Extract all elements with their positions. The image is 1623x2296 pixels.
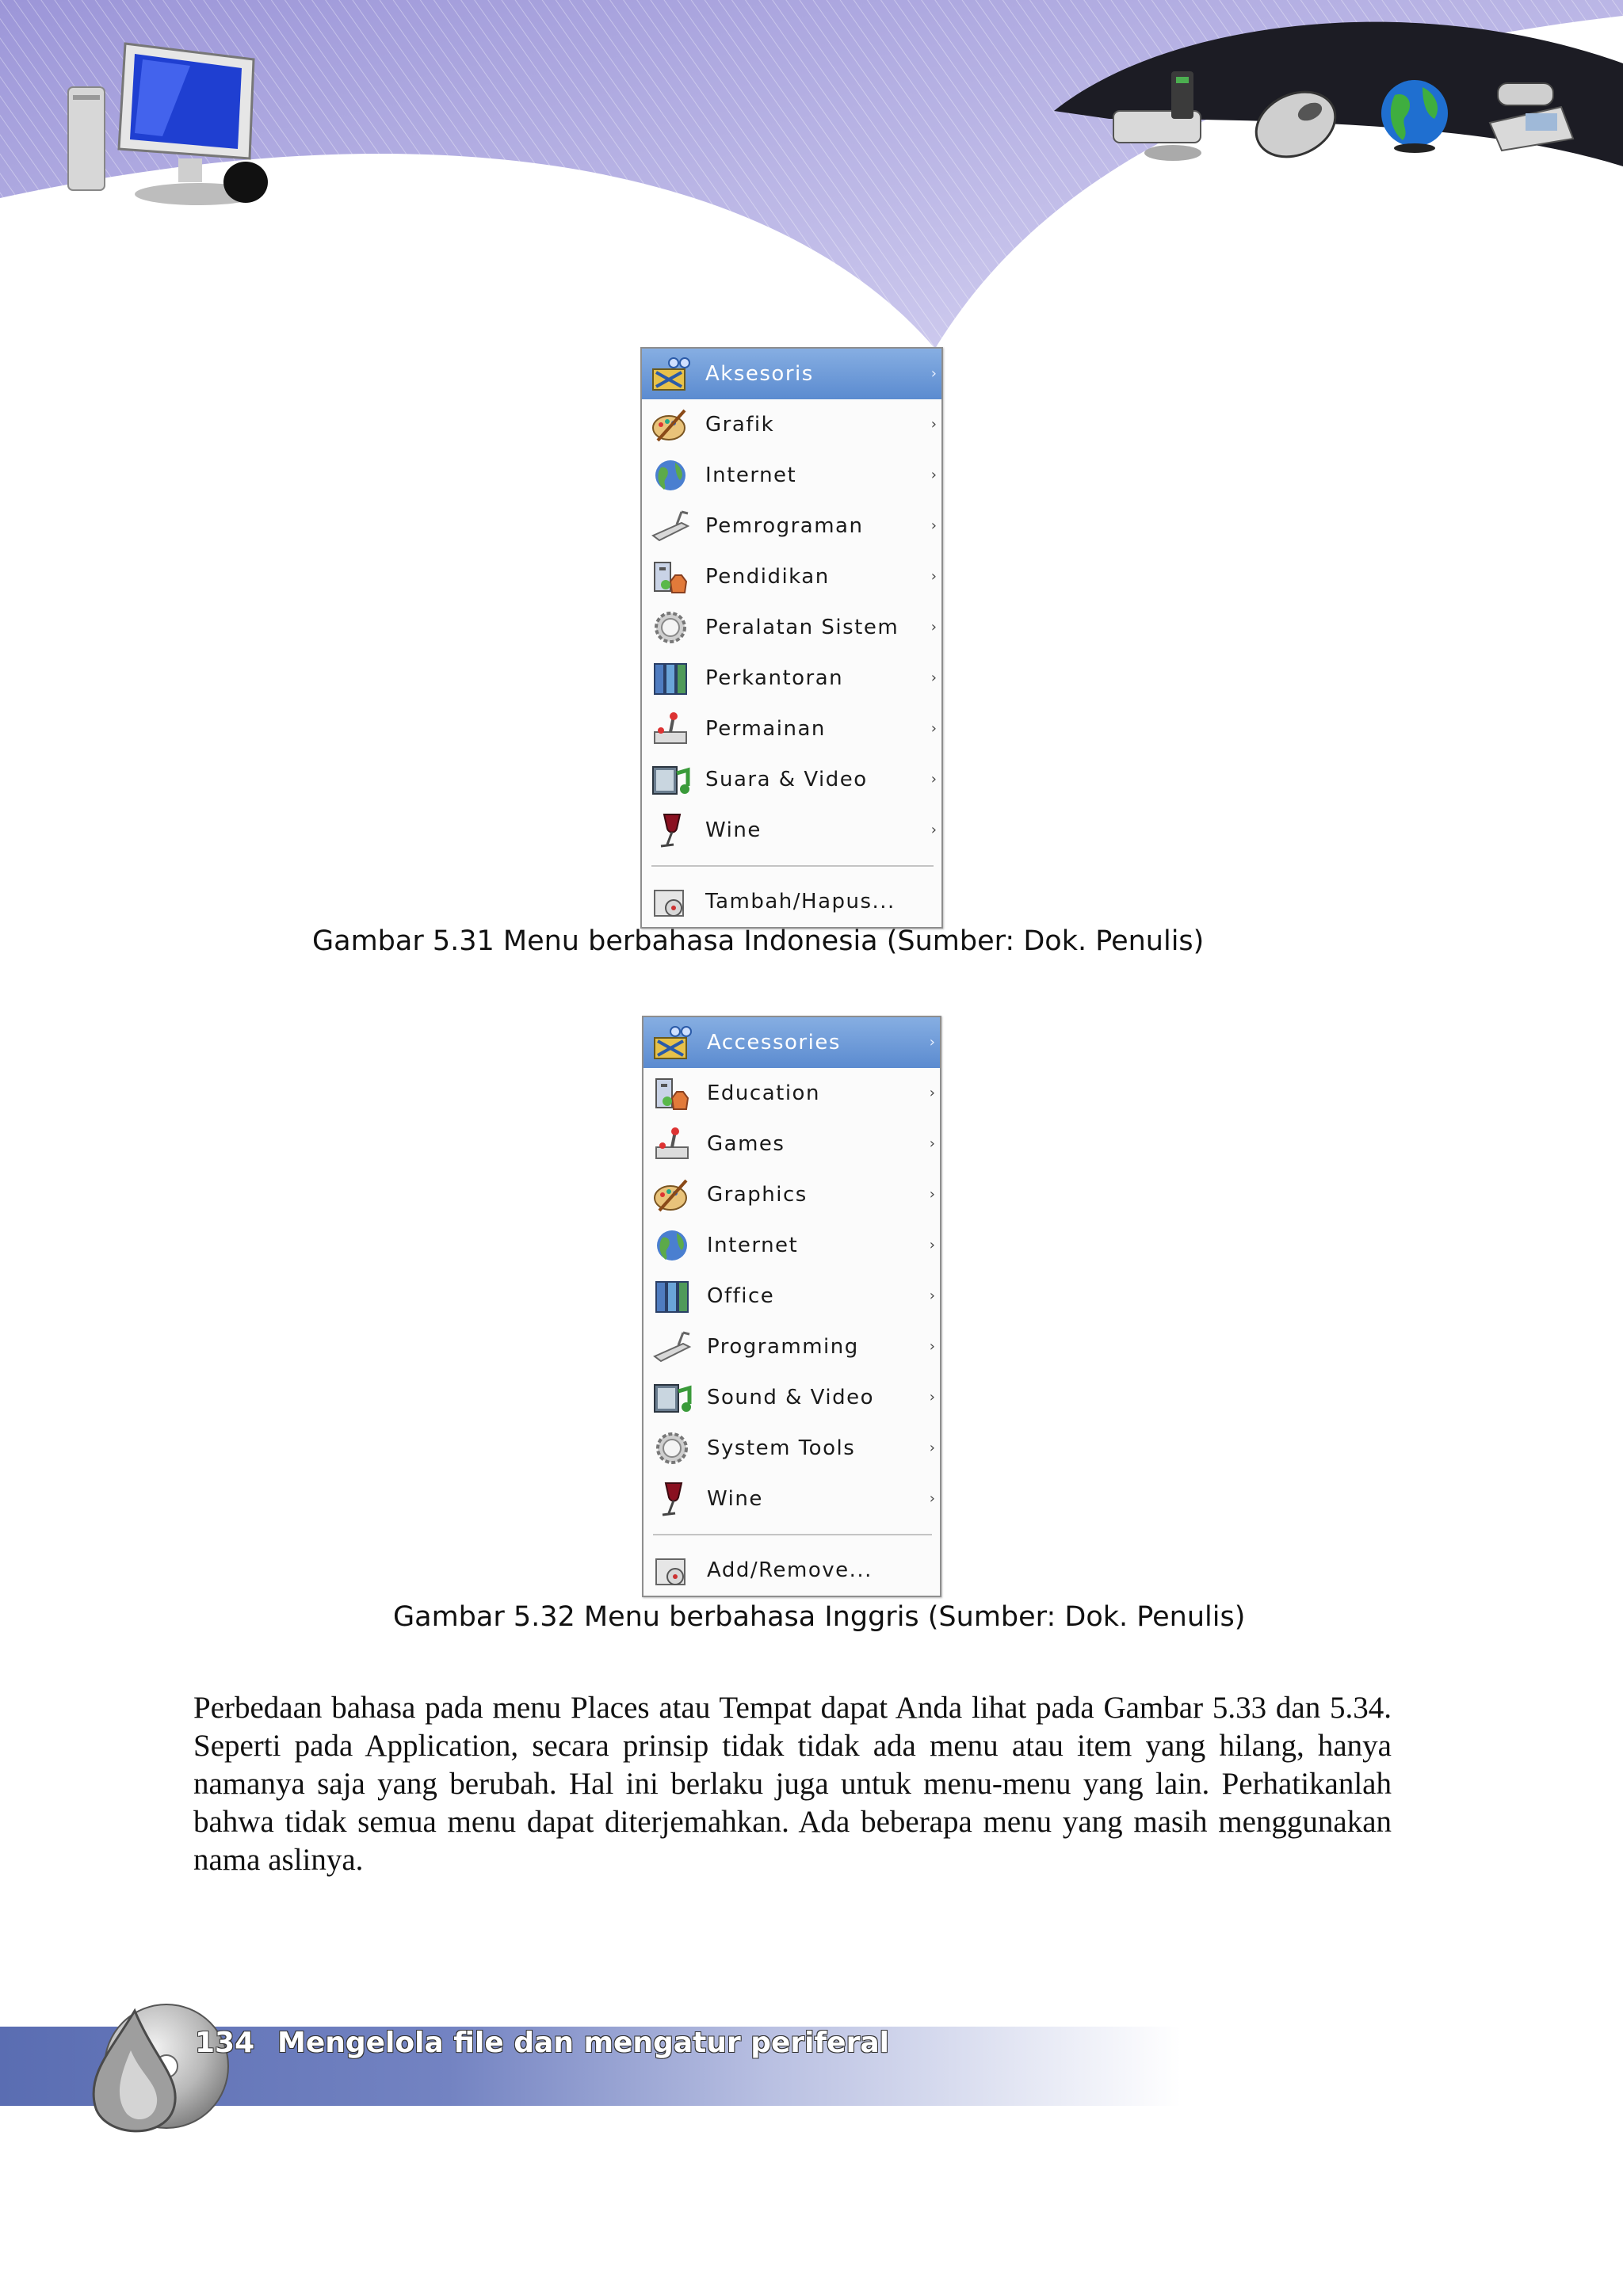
menu-item-label: Accessories [707, 1031, 841, 1055]
menu-item-label: Pendidikan [705, 565, 830, 589]
chevron-right-icon: › [930, 365, 937, 382]
chevron-right-icon: › [929, 1440, 935, 1456]
chevron-right-icon: › [929, 1338, 935, 1355]
programming-icon [650, 507, 691, 545]
chevron-right-icon: › [930, 568, 937, 585]
figure-caption-5-31: Gambar 5.31 Menu berbahasa Indonesia (Sumber: Dok. Penulis) [312, 925, 1205, 957]
chapter-title: Mengelola file dan mengatur periferal [277, 2027, 889, 2059]
figure-caption-5-32: Gambar 5.32 Menu berbahasa Inggris (Sumber: Dok. Penulis) [393, 1601, 1246, 1633]
menu-item-internet[interactable] [643, 1220, 940, 1271]
chevron-right-icon: › [930, 517, 937, 534]
menu-item-education[interactable] [643, 1068, 940, 1119]
graphics-icon [651, 1176, 693, 1214]
chevron-right-icon: › [929, 1287, 935, 1304]
cd-disc-flame-icon [79, 2003, 246, 2145]
menu-item-accessories[interactable] [643, 1017, 940, 1068]
system-tools-icon [651, 1429, 693, 1467]
chevron-right-icon: › [929, 1490, 935, 1507]
graphics-icon [650, 406, 691, 444]
menu-item-label: Wine [707, 1487, 763, 1511]
computer-monitor-icon [63, 40, 277, 206]
sound-video-icon [650, 761, 691, 799]
menu-item-peralatan-sistem[interactable] [642, 602, 941, 653]
menu-item-label: Education [707, 1081, 820, 1105]
add-remove-icon [650, 883, 691, 921]
sound-video-icon [651, 1379, 693, 1417]
menu-item-sound-video[interactable] [643, 1372, 940, 1423]
menu-item-programming[interactable] [643, 1322, 940, 1372]
chevron-right-icon: › [929, 1135, 935, 1152]
menu-item-label: Aksesoris [705, 362, 814, 386]
body-paragraph: Perbedaan bahasa pada menu Places atau Tempat dapat Anda lihat pada Gambar 5.33 dan 5.34. Seperti pada Application, secara prinsip tidak tidak ada menu atau item yang hilang, hanya namanya saja yang berubah. Hal ini berlaku juga untuk menu-menu yang lain. Perhatikanlah bahwa tidak semua menu dapat diterjemahkan. Ada beberapa menu yang masih menggunakan nama aslinya. [193, 1691, 1392, 1877]
menu-item-label: Peralatan Sistem [705, 616, 899, 639]
internet-globe-icon [650, 456, 691, 494]
menu-item-label: Internet [707, 1234, 799, 1257]
accessories-icon [650, 355, 691, 393]
chevron-right-icon: › [930, 669, 937, 686]
menu-item-graphics[interactable] [643, 1169, 940, 1220]
menu-item-label: Games [707, 1132, 785, 1156]
chevron-right-icon: › [930, 416, 937, 433]
education-icon [651, 1074, 693, 1112]
wine-glass-icon [650, 811, 691, 849]
chevron-right-icon: › [929, 1186, 935, 1203]
telephone-icon [1482, 75, 1577, 154]
menu-item-aksesoris[interactable] [642, 349, 941, 399]
accessories-icon [651, 1024, 693, 1062]
menu-item-label: Wine [705, 818, 762, 842]
menu-separator [651, 865, 934, 867]
menu-item-label: Internet [705, 463, 797, 487]
menu-item-suara-video[interactable] [642, 754, 941, 805]
menu-item-internet[interactable] [642, 450, 941, 501]
programming-icon [651, 1328, 693, 1366]
menu-item-label: Graphics [707, 1183, 808, 1207]
menu-item-label: Tambah/Hapus... [705, 890, 896, 913]
games-icon [650, 710, 691, 748]
menu-item-wine[interactable] [643, 1474, 940, 1524]
menu-item-pendidikan[interactable] [642, 551, 941, 602]
menu-item-label: System Tools [707, 1436, 856, 1460]
menu-item-label: Grafik [705, 413, 775, 437]
add-remove-icon [651, 1551, 693, 1589]
menu-item-wine[interactable] [642, 805, 941, 856]
chevron-right-icon: › [930, 822, 937, 838]
menu-item-label: Pemrograman [705, 514, 864, 538]
menu-item-add-remove[interactable] [643, 1545, 940, 1596]
applications-menu-english [642, 1016, 941, 1597]
page-number: 134 [195, 2027, 255, 2059]
chevron-right-icon: › [930, 720, 937, 737]
page-footer [0, 2003, 1623, 2130]
chevron-right-icon: › [930, 467, 937, 483]
menu-separator [653, 1534, 932, 1535]
menu-item-grafik[interactable] [642, 399, 941, 450]
chevron-right-icon: › [930, 771, 937, 788]
chevron-right-icon: › [929, 1034, 935, 1051]
chevron-right-icon: › [929, 1085, 935, 1101]
menu-item-label: Sound & Video [707, 1386, 875, 1409]
menu-item-label: Perkantoran [705, 666, 844, 690]
office-icon [650, 659, 691, 697]
page-header [0, 0, 1623, 364]
menu-item-perkantoran[interactable] [642, 653, 941, 704]
chevron-right-icon: › [930, 619, 937, 635]
menu-item-system-tools[interactable] [643, 1423, 940, 1474]
menu-item-pemrograman[interactable] [642, 501, 941, 551]
menu-item-label: Suara & Video [705, 768, 868, 791]
menu-item-games[interactable] [643, 1119, 940, 1169]
applications-menu-indonesian [640, 347, 943, 929]
internet-globe-icon [651, 1226, 693, 1264]
menu-item-tambah-hapus[interactable] [642, 876, 941, 927]
wine-glass-icon [651, 1480, 693, 1518]
system-tools-icon [650, 608, 691, 646]
chevron-right-icon: › [929, 1389, 935, 1405]
menu-item-label: Programming [707, 1335, 859, 1359]
menu-item-permainan[interactable] [642, 704, 941, 754]
menu-item-office[interactable] [643, 1271, 940, 1322]
network-router-icon [1109, 67, 1212, 170]
menu-item-label: Office [707, 1284, 775, 1308]
globe-icon [1375, 75, 1454, 154]
mouse-icon [1248, 83, 1343, 162]
education-icon [650, 558, 691, 596]
games-icon [651, 1125, 693, 1163]
chevron-right-icon: › [929, 1237, 935, 1253]
menu-item-label: Permainan [705, 717, 826, 741]
menu-item-label: Add/Remove... [707, 1558, 873, 1582]
office-icon [651, 1277, 693, 1315]
